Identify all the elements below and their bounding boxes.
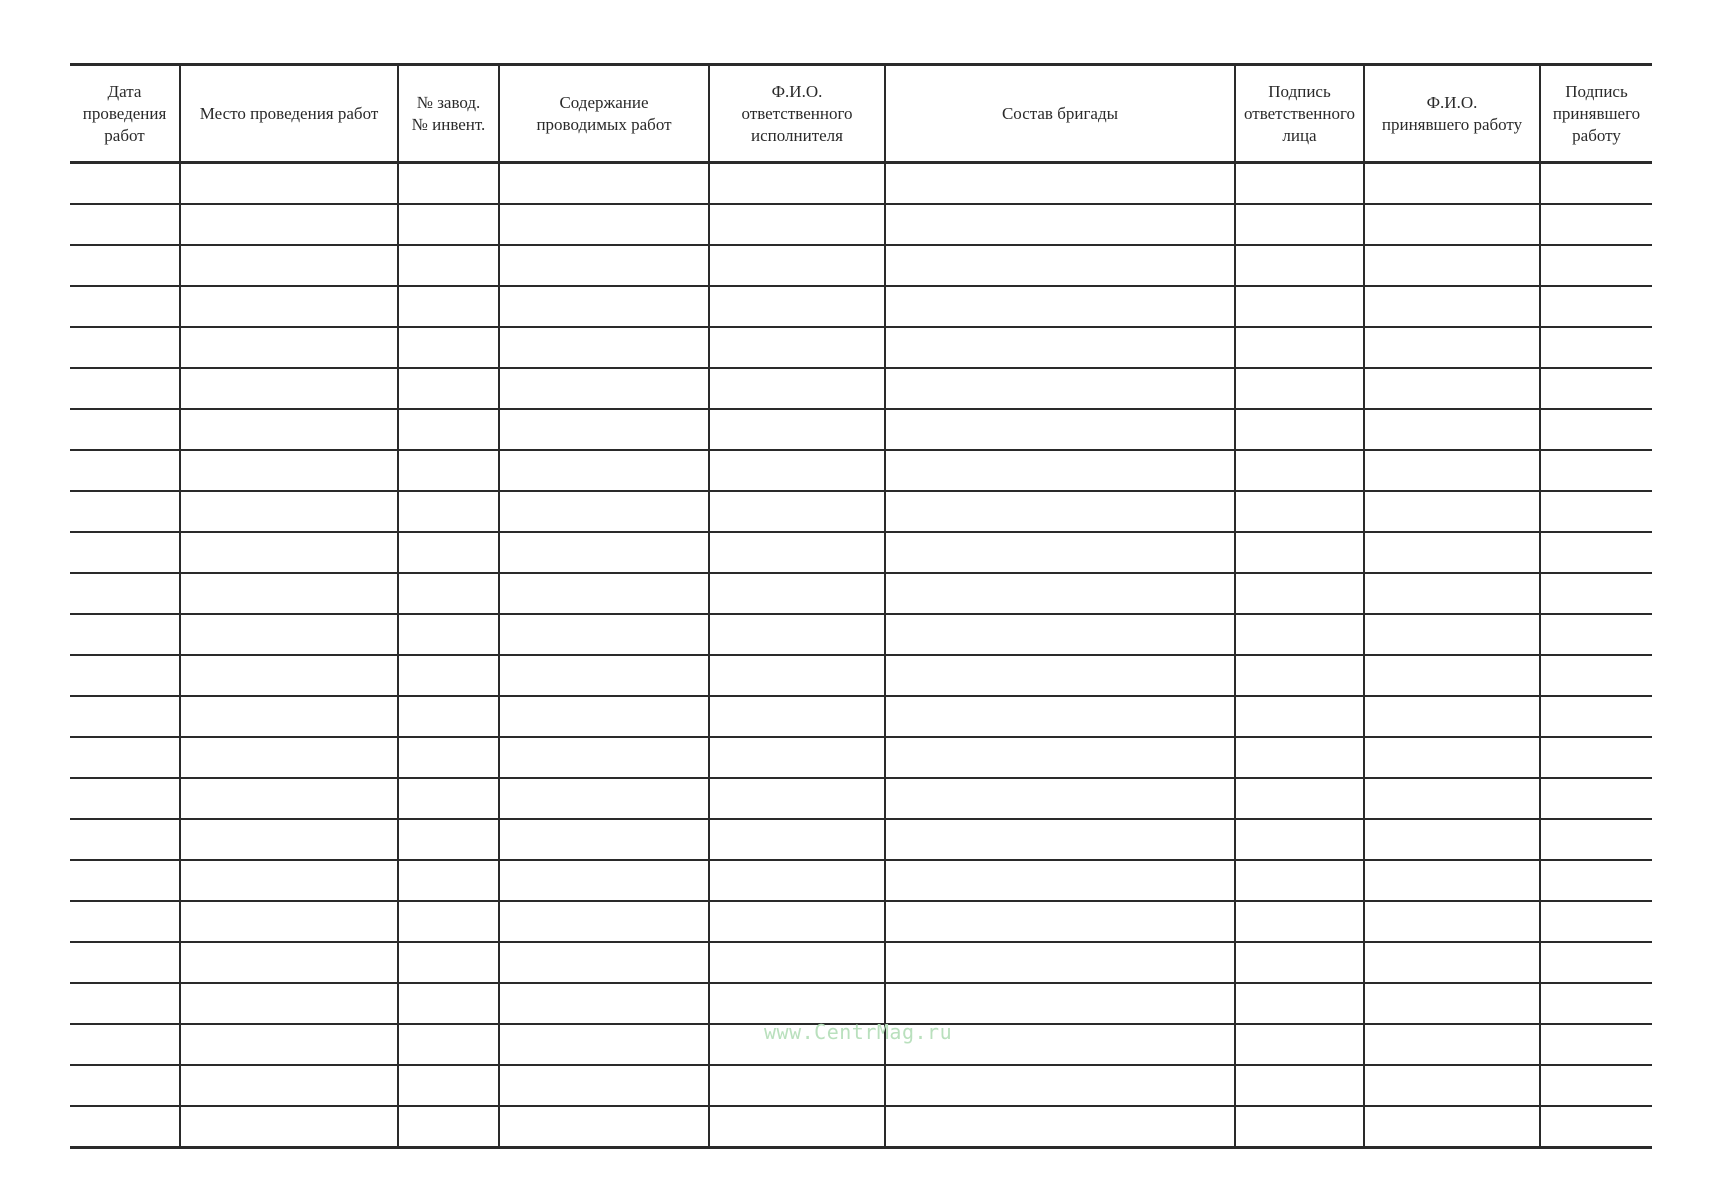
table-cell[interactable] bbox=[180, 450, 398, 491]
table-cell[interactable] bbox=[1540, 491, 1652, 532]
table-cell[interactable] bbox=[70, 204, 180, 245]
table-cell[interactable] bbox=[398, 409, 499, 450]
table-cell[interactable] bbox=[885, 532, 1235, 573]
table-cell[interactable] bbox=[1364, 901, 1540, 942]
table-cell[interactable] bbox=[70, 983, 180, 1024]
table-cell[interactable] bbox=[1235, 1065, 1364, 1106]
table-cell[interactable] bbox=[398, 573, 499, 614]
table-row bbox=[70, 368, 1652, 409]
table-cell[interactable] bbox=[1235, 737, 1364, 778]
table-cell[interactable] bbox=[709, 1106, 885, 1148]
table-cell[interactable] bbox=[709, 778, 885, 819]
table-cell[interactable] bbox=[1540, 532, 1652, 573]
table-cell[interactable] bbox=[1364, 327, 1540, 368]
column-header-date: Дата проведения работ bbox=[70, 65, 180, 163]
table-row bbox=[70, 655, 1652, 696]
table-cell[interactable] bbox=[398, 1106, 499, 1148]
table-row bbox=[70, 1106, 1652, 1148]
table-cell[interactable] bbox=[709, 204, 885, 245]
table-cell[interactable] bbox=[1235, 860, 1364, 901]
table-cell[interactable] bbox=[1540, 778, 1652, 819]
table-cell[interactable] bbox=[180, 1024, 398, 1065]
table-cell[interactable] bbox=[709, 163, 885, 205]
table-cell[interactable] bbox=[1364, 942, 1540, 983]
column-header-responsible-signature: Подпись ответственного лица bbox=[1235, 65, 1364, 163]
table-cell[interactable] bbox=[398, 286, 499, 327]
table-cell[interactable] bbox=[499, 696, 709, 737]
table-cell[interactable] bbox=[1235, 368, 1364, 409]
table-cell[interactable] bbox=[398, 901, 499, 942]
table-cell[interactable] bbox=[885, 163, 1235, 205]
table-cell[interactable] bbox=[70, 450, 180, 491]
table-cell[interactable] bbox=[1235, 286, 1364, 327]
table-cell[interactable] bbox=[1235, 532, 1364, 573]
table-cell[interactable] bbox=[499, 1024, 709, 1065]
table-cell[interactable] bbox=[885, 245, 1235, 286]
table-cell[interactable] bbox=[180, 368, 398, 409]
table-cell[interactable] bbox=[885, 1106, 1235, 1148]
table-cell[interactable] bbox=[1540, 1024, 1652, 1065]
table-cell[interactable] bbox=[398, 491, 499, 532]
table-cell[interactable] bbox=[398, 614, 499, 655]
table-cell[interactable] bbox=[180, 614, 398, 655]
table-cell[interactable] bbox=[1364, 163, 1540, 205]
table-cell[interactable] bbox=[499, 204, 709, 245]
table-row bbox=[70, 737, 1652, 778]
table-cell[interactable] bbox=[1235, 901, 1364, 942]
table-cell[interactable] bbox=[180, 286, 398, 327]
table-cell[interactable] bbox=[1540, 696, 1652, 737]
table-cell[interactable] bbox=[1364, 368, 1540, 409]
table-cell[interactable] bbox=[180, 327, 398, 368]
table-cell[interactable] bbox=[1235, 450, 1364, 491]
table-cell[interactable] bbox=[1540, 655, 1652, 696]
table-cell[interactable] bbox=[499, 286, 709, 327]
table-cell[interactable] bbox=[709, 737, 885, 778]
table-cell[interactable] bbox=[709, 327, 885, 368]
table-cell[interactable] bbox=[70, 819, 180, 860]
table-cell[interactable] bbox=[1540, 286, 1652, 327]
table-cell[interactable] bbox=[1235, 409, 1364, 450]
table-cell[interactable] bbox=[885, 737, 1235, 778]
table-cell[interactable] bbox=[70, 655, 180, 696]
table-cell[interactable] bbox=[1235, 696, 1364, 737]
table-cell[interactable] bbox=[70, 491, 180, 532]
table-cell[interactable] bbox=[398, 737, 499, 778]
table-cell[interactable] bbox=[180, 737, 398, 778]
table-cell[interactable] bbox=[1540, 737, 1652, 778]
table-cell[interactable] bbox=[70, 368, 180, 409]
table-cell[interactable] bbox=[885, 409, 1235, 450]
table-cell[interactable] bbox=[1235, 942, 1364, 983]
table-cell[interactable] bbox=[398, 1065, 499, 1106]
table-cell[interactable] bbox=[1540, 450, 1652, 491]
table-cell[interactable] bbox=[1364, 614, 1540, 655]
table-cell[interactable] bbox=[1235, 983, 1364, 1024]
table-cell[interactable] bbox=[1540, 409, 1652, 450]
table-cell[interactable] bbox=[499, 409, 709, 450]
table-cell[interactable] bbox=[709, 491, 885, 532]
table-cell[interactable] bbox=[1364, 983, 1540, 1024]
table-cell[interactable] bbox=[885, 819, 1235, 860]
table-row bbox=[70, 696, 1652, 737]
table-cell[interactable] bbox=[1364, 655, 1540, 696]
table-row bbox=[70, 860, 1652, 901]
table-cell[interactable] bbox=[70, 860, 180, 901]
table-cell[interactable] bbox=[180, 696, 398, 737]
table-cell[interactable] bbox=[1235, 1024, 1364, 1065]
table-row bbox=[70, 204, 1652, 245]
table-cell[interactable] bbox=[70, 696, 180, 737]
table-row bbox=[70, 778, 1652, 819]
work-log-table bbox=[70, 63, 1652, 1149]
table-cell[interactable] bbox=[499, 860, 709, 901]
table-cell[interactable] bbox=[885, 286, 1235, 327]
table-cell[interactable] bbox=[499, 1065, 709, 1106]
table-cell[interactable] bbox=[70, 1024, 180, 1065]
table-cell[interactable] bbox=[1364, 573, 1540, 614]
table-row bbox=[70, 983, 1652, 1024]
table-cell[interactable] bbox=[885, 860, 1235, 901]
table-cell[interactable] bbox=[70, 163, 180, 205]
table-cell[interactable] bbox=[180, 983, 398, 1024]
table-cell[interactable] bbox=[499, 1106, 709, 1148]
table-cell[interactable] bbox=[1540, 819, 1652, 860]
table-cell[interactable] bbox=[398, 163, 499, 205]
table-row bbox=[70, 614, 1652, 655]
table-row bbox=[70, 327, 1652, 368]
table-cell[interactable] bbox=[1364, 245, 1540, 286]
table-cell[interactable] bbox=[709, 655, 885, 696]
table-cell[interactable] bbox=[499, 778, 709, 819]
table-row bbox=[70, 286, 1652, 327]
table-cell[interactable] bbox=[398, 368, 499, 409]
table-cell[interactable] bbox=[1540, 942, 1652, 983]
table-cell[interactable] bbox=[885, 491, 1235, 532]
table-cell[interactable] bbox=[499, 450, 709, 491]
table-row bbox=[70, 573, 1652, 614]
column-header-serial-inventory-number: № завод. № инвент. bbox=[398, 65, 499, 163]
table-cell[interactable] bbox=[709, 286, 885, 327]
table-cell[interactable] bbox=[499, 573, 709, 614]
column-header-acceptor-signature: Подпись принявшего работу bbox=[1540, 65, 1652, 163]
header-row bbox=[70, 65, 1652, 163]
table-cell[interactable] bbox=[499, 942, 709, 983]
table-cell[interactable] bbox=[398, 450, 499, 491]
table-cell[interactable] bbox=[499, 655, 709, 696]
table-cell[interactable] bbox=[1540, 614, 1652, 655]
table-cell[interactable] bbox=[70, 327, 180, 368]
table-cell[interactable] bbox=[1235, 491, 1364, 532]
table-cell[interactable] bbox=[499, 614, 709, 655]
table-cell[interactable] bbox=[1235, 614, 1364, 655]
table-cell[interactable] bbox=[1540, 860, 1652, 901]
table-cell[interactable] bbox=[398, 1024, 499, 1065]
table-cell[interactable] bbox=[398, 860, 499, 901]
table-cell[interactable] bbox=[1235, 327, 1364, 368]
table-cell[interactable] bbox=[180, 491, 398, 532]
table-cell[interactable] bbox=[709, 942, 885, 983]
table-cell[interactable] bbox=[499, 245, 709, 286]
table-cell[interactable] bbox=[398, 983, 499, 1024]
table-cell[interactable] bbox=[1364, 450, 1540, 491]
table-cell[interactable] bbox=[1540, 1065, 1652, 1106]
table-cell[interactable] bbox=[1540, 368, 1652, 409]
table-cell[interactable] bbox=[1235, 1106, 1364, 1148]
table-cell[interactable] bbox=[709, 901, 885, 942]
table-row bbox=[70, 1065, 1652, 1106]
table-row bbox=[70, 942, 1652, 983]
table-cell[interactable] bbox=[180, 655, 398, 696]
table-cell[interactable] bbox=[885, 983, 1235, 1024]
table-cell[interactable] bbox=[398, 942, 499, 983]
table-cell[interactable] bbox=[1364, 286, 1540, 327]
table-cell[interactable] bbox=[1364, 737, 1540, 778]
table-cell[interactable] bbox=[1540, 573, 1652, 614]
table-cell[interactable] bbox=[398, 327, 499, 368]
table-cell[interactable] bbox=[180, 532, 398, 573]
table-cell[interactable] bbox=[70, 1065, 180, 1106]
table-cell[interactable] bbox=[70, 245, 180, 286]
table-cell[interactable] bbox=[885, 573, 1235, 614]
table-cell[interactable] bbox=[1364, 1065, 1540, 1106]
table-cell[interactable] bbox=[885, 1065, 1235, 1106]
table-cell[interactable] bbox=[709, 368, 885, 409]
table-cell[interactable] bbox=[885, 614, 1235, 655]
table-body bbox=[70, 163, 1652, 1148]
table-cell[interactable] bbox=[885, 368, 1235, 409]
table-cell[interactable] bbox=[1364, 778, 1540, 819]
table-cell[interactable] bbox=[398, 819, 499, 860]
table-cell[interactable] bbox=[1364, 409, 1540, 450]
table-cell[interactable] bbox=[180, 163, 398, 205]
table-cell[interactable] bbox=[709, 245, 885, 286]
table-cell[interactable] bbox=[885, 696, 1235, 737]
table-cell[interactable] bbox=[1364, 491, 1540, 532]
table-cell[interactable] bbox=[709, 409, 885, 450]
table-cell[interactable] bbox=[180, 204, 398, 245]
table-cell[interactable] bbox=[1364, 1106, 1540, 1148]
table-cell[interactable] bbox=[1540, 1106, 1652, 1148]
table-cell[interactable] bbox=[885, 901, 1235, 942]
table-row bbox=[70, 819, 1652, 860]
table-cell[interactable] bbox=[1540, 163, 1652, 205]
table-row bbox=[70, 532, 1652, 573]
column-header-location: Место проведения работ bbox=[180, 65, 398, 163]
table-cell[interactable] bbox=[180, 942, 398, 983]
column-header-responsible-executor: Ф.И.О. ответственного исполнителя bbox=[709, 65, 885, 163]
table-header bbox=[70, 65, 1652, 163]
table-cell[interactable] bbox=[70, 778, 180, 819]
table-cell[interactable] bbox=[885, 204, 1235, 245]
table-cell[interactable] bbox=[499, 901, 709, 942]
table-cell[interactable] bbox=[1364, 696, 1540, 737]
table-cell[interactable] bbox=[1364, 532, 1540, 573]
table-cell[interactable] bbox=[709, 450, 885, 491]
table-cell[interactable] bbox=[499, 491, 709, 532]
table-cell[interactable] bbox=[885, 655, 1235, 696]
table-cell[interactable] bbox=[70, 1106, 180, 1148]
table-cell[interactable] bbox=[1540, 204, 1652, 245]
table-cell[interactable] bbox=[1364, 819, 1540, 860]
table-cell[interactable] bbox=[70, 614, 180, 655]
column-header-acceptor-name: Ф.И.О. принявшего работу bbox=[1364, 65, 1540, 163]
table-cell[interactable] bbox=[70, 942, 180, 983]
table-cell[interactable] bbox=[709, 614, 885, 655]
table-cell[interactable] bbox=[709, 819, 885, 860]
table-cell[interactable] bbox=[1235, 819, 1364, 860]
table-cell[interactable] bbox=[1540, 327, 1652, 368]
column-header-work-description: Содержание проводимых работ bbox=[499, 65, 709, 163]
table-cell[interactable] bbox=[70, 573, 180, 614]
table-cell[interactable] bbox=[180, 409, 398, 450]
table-row bbox=[70, 163, 1652, 205]
table-cell[interactable] bbox=[499, 163, 709, 205]
table-cell[interactable] bbox=[885, 778, 1235, 819]
table-cell[interactable] bbox=[1540, 983, 1652, 1024]
table-cell[interactable] bbox=[398, 778, 499, 819]
table-cell[interactable] bbox=[70, 286, 180, 327]
table-cell[interactable] bbox=[1540, 245, 1652, 286]
table-cell[interactable] bbox=[1235, 245, 1364, 286]
table-cell[interactable] bbox=[398, 655, 499, 696]
table-cell[interactable] bbox=[499, 532, 709, 573]
table-cell[interactable] bbox=[1235, 573, 1364, 614]
table-cell[interactable] bbox=[709, 696, 885, 737]
table-row bbox=[70, 491, 1652, 532]
table-row bbox=[70, 409, 1652, 450]
table-cell[interactable] bbox=[1364, 860, 1540, 901]
table-cell[interactable] bbox=[70, 409, 180, 450]
table-cell[interactable] bbox=[398, 245, 499, 286]
table-cell[interactable] bbox=[70, 901, 180, 942]
table-cell[interactable] bbox=[499, 327, 709, 368]
table-cell[interactable] bbox=[180, 573, 398, 614]
table-cell[interactable] bbox=[885, 450, 1235, 491]
table-cell[interactable] bbox=[180, 778, 398, 819]
table-cell[interactable] bbox=[180, 1065, 398, 1106]
table-cell[interactable] bbox=[180, 245, 398, 286]
table-cell[interactable] bbox=[499, 819, 709, 860]
table-cell[interactable] bbox=[180, 819, 398, 860]
table-cell[interactable] bbox=[398, 532, 499, 573]
table-cell[interactable] bbox=[1364, 204, 1540, 245]
table-cell[interactable] bbox=[499, 368, 709, 409]
table-cell[interactable] bbox=[499, 983, 709, 1024]
table-cell[interactable] bbox=[1364, 1024, 1540, 1065]
table-cell[interactable] bbox=[70, 737, 180, 778]
table-row bbox=[70, 450, 1652, 491]
table-cell[interactable] bbox=[1235, 163, 1364, 205]
table-cell[interactable] bbox=[499, 737, 709, 778]
table-cell[interactable] bbox=[398, 696, 499, 737]
table-cell[interactable] bbox=[1235, 778, 1364, 819]
table-cell[interactable] bbox=[885, 327, 1235, 368]
table-row bbox=[70, 245, 1652, 286]
table-row bbox=[70, 901, 1652, 942]
table-cell[interactable] bbox=[180, 860, 398, 901]
table-cell[interactable] bbox=[70, 532, 180, 573]
table-cell[interactable] bbox=[398, 204, 499, 245]
table-cell[interactable] bbox=[885, 942, 1235, 983]
column-header-crew: Состав бригады bbox=[885, 65, 1235, 163]
table-cell[interactable] bbox=[709, 983, 885, 1024]
table-cell[interactable] bbox=[1235, 655, 1364, 696]
table-cell[interactable] bbox=[709, 1065, 885, 1106]
table-cell[interactable] bbox=[180, 901, 398, 942]
table-cell[interactable] bbox=[709, 860, 885, 901]
table-cell[interactable] bbox=[709, 532, 885, 573]
table-cell[interactable] bbox=[709, 573, 885, 614]
table-cell[interactable] bbox=[1540, 901, 1652, 942]
table-cell[interactable] bbox=[1235, 204, 1364, 245]
watermark-text: www.CentrMag.ru bbox=[764, 1020, 953, 1044]
table-cell[interactable] bbox=[180, 1106, 398, 1148]
